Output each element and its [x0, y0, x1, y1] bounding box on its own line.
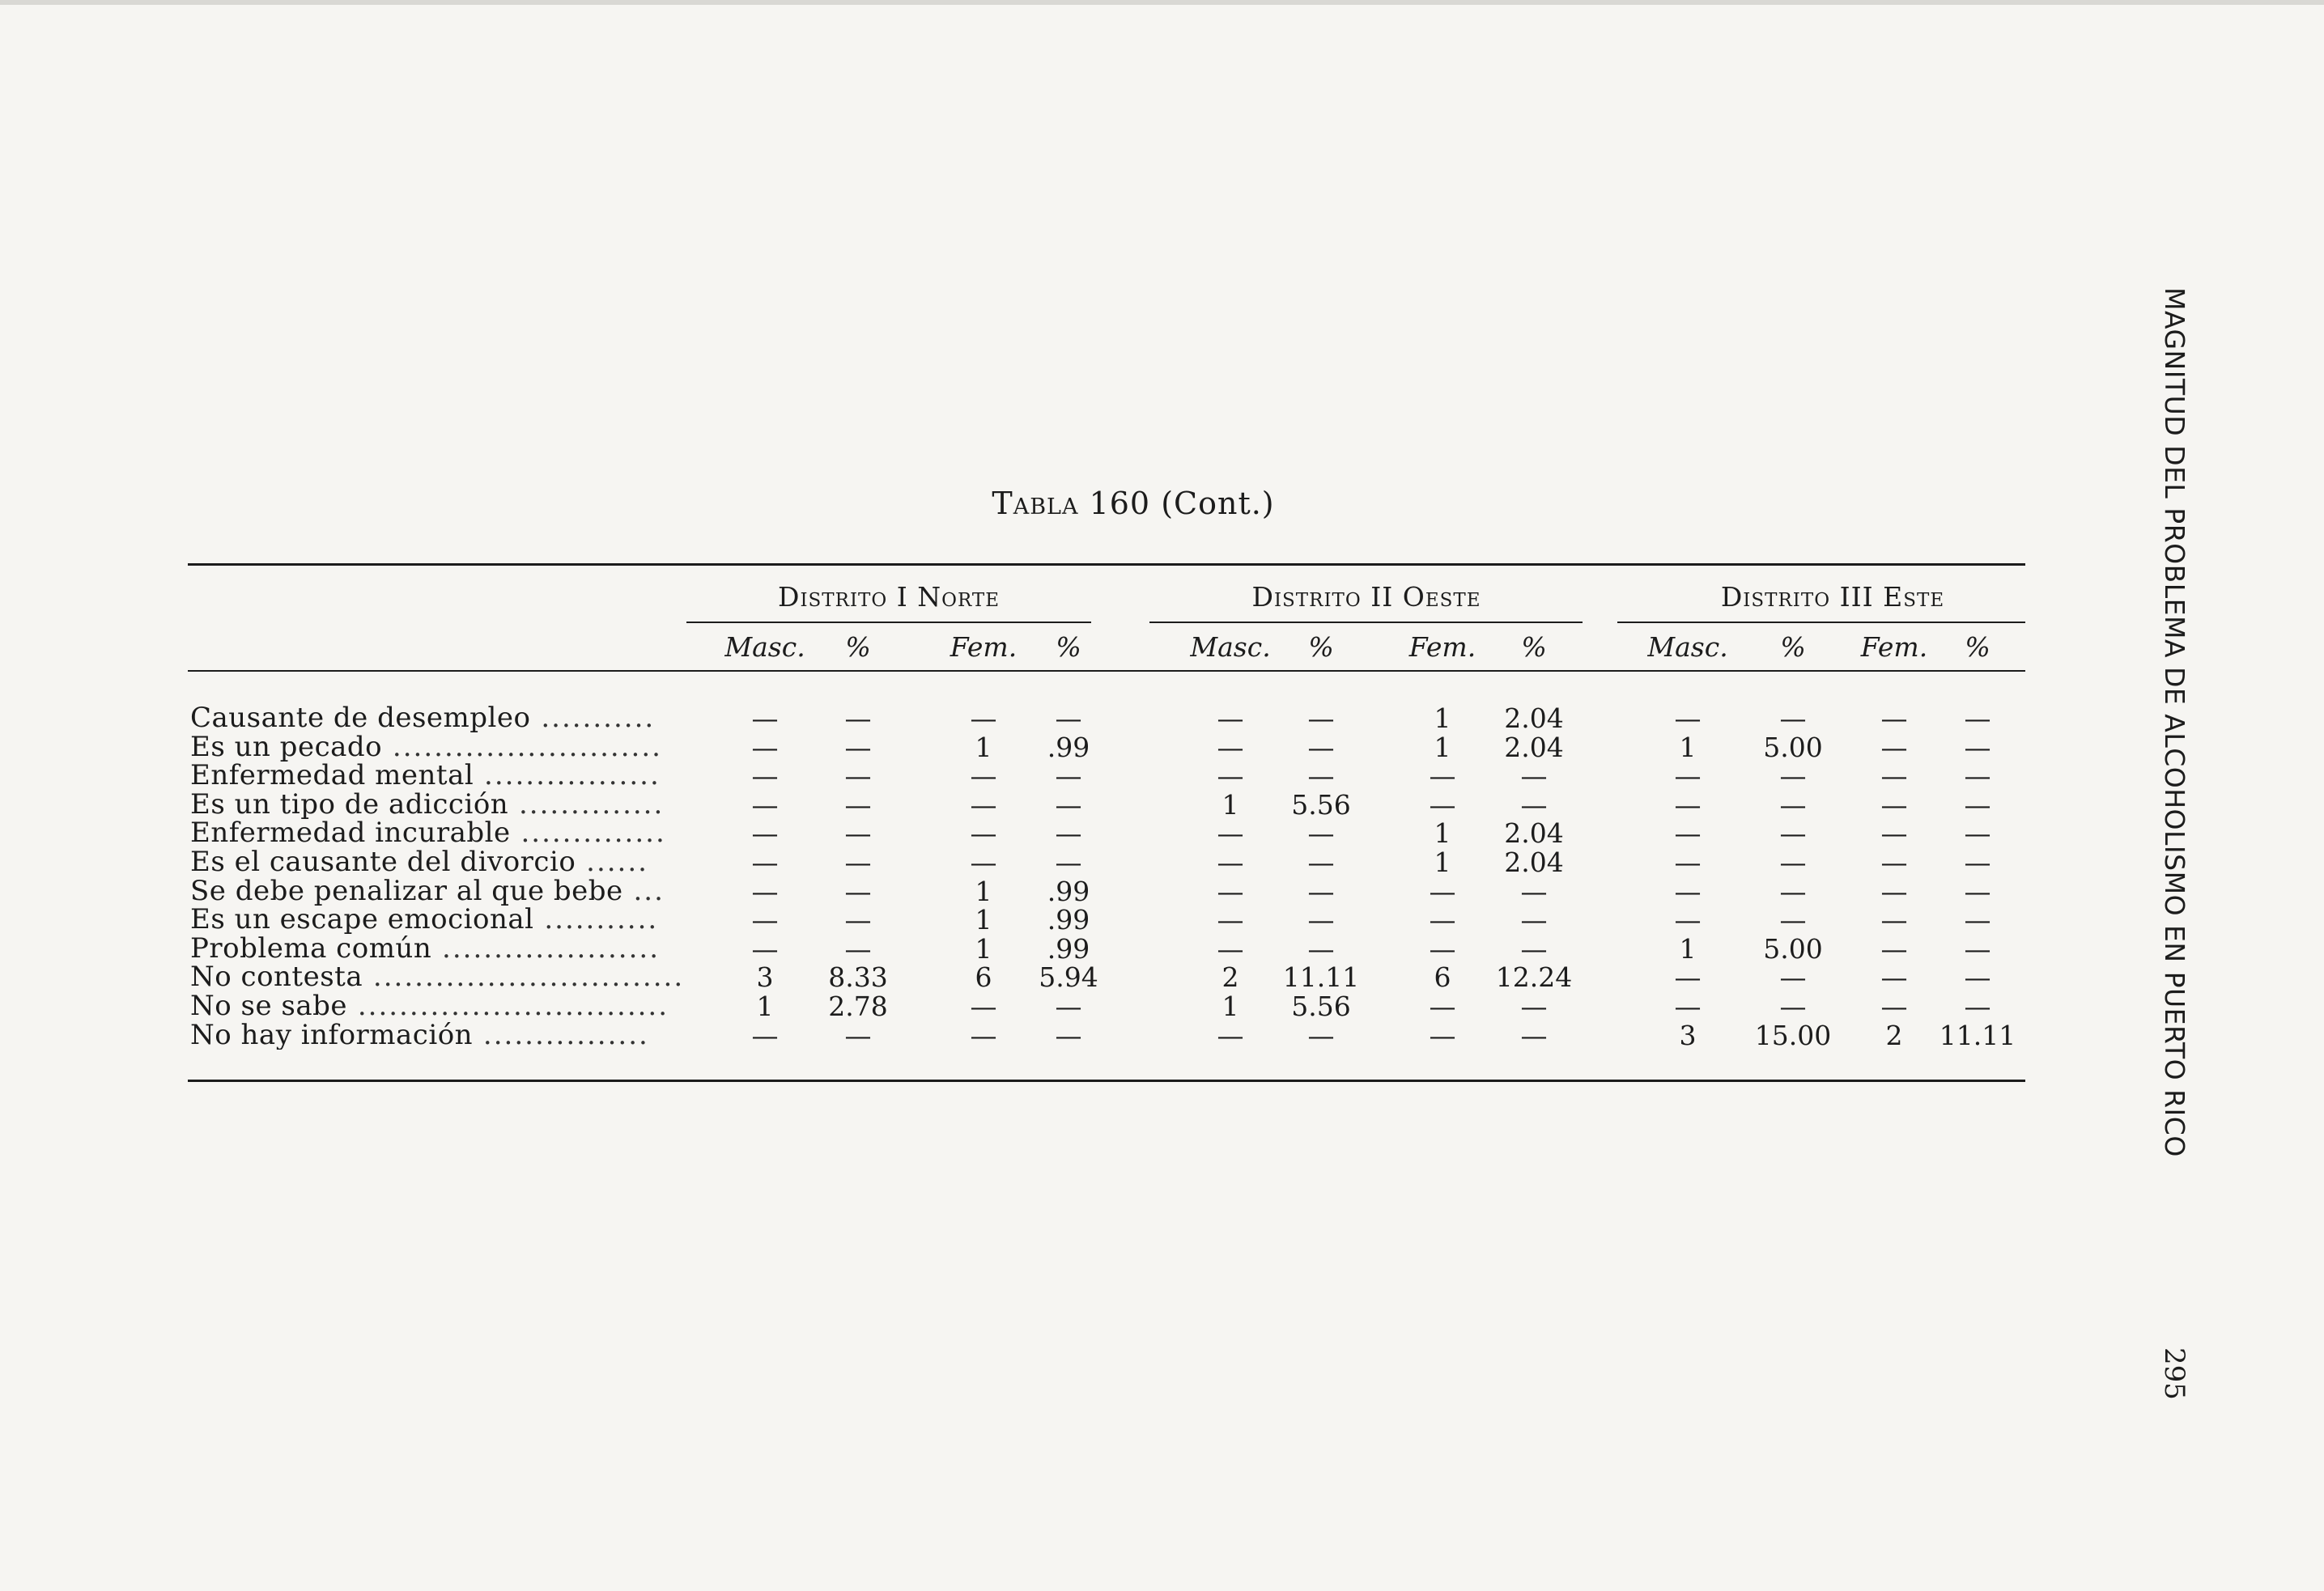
table-cell: 15.00: [1754, 1019, 1832, 1051]
table-cell: —: [844, 817, 872, 850]
row-label: [190, 704, 684, 732]
table-cell: 1: [1679, 731, 1697, 763]
table-cell: —: [844, 1019, 872, 1051]
table-cell: —: [1307, 731, 1335, 763]
table-cell: —: [1674, 702, 1702, 734]
table-top-rule: [188, 563, 2025, 566]
table-cell: —: [970, 788, 997, 821]
table-cell: —: [1674, 904, 1702, 936]
table-cell: —: [1055, 702, 1082, 734]
row-label: [190, 848, 684, 876]
page-top-edge: [0, 0, 2324, 5]
table-cell: —: [844, 788, 872, 821]
table-cell: —: [1520, 991, 1548, 1022]
table-cell: —: [1520, 788, 1548, 821]
row-label: [190, 762, 684, 790]
table-cell: —: [1217, 760, 1244, 792]
row-leader-dots: ...: [622, 876, 665, 906]
table-cell: —: [751, 904, 779, 936]
table-cell: —: [1429, 904, 1456, 936]
row-label: [190, 791, 684, 819]
table-row: [0, 932, 2324, 965]
table-cell: —: [1964, 731, 1991, 763]
table-cell: —: [1779, 760, 1807, 792]
row-label: [190, 819, 684, 847]
table-cell: —: [1964, 875, 1991, 907]
table-cell: .99: [1047, 731, 1090, 763]
table-cell: —: [1779, 702, 1807, 734]
table-cell: —: [1055, 1019, 1082, 1051]
table-cell: 2.04: [1504, 846, 1564, 878]
row-leader-dots: .....................: [431, 934, 661, 963]
table-cell: —: [1674, 991, 1702, 1022]
table-cell: —: [1674, 817, 1702, 850]
row-label-text: Es un escape emocional: [190, 906, 534, 935]
column-header-7: Fem.: [1408, 631, 1476, 663]
table-cell: —: [1307, 760, 1335, 792]
table-cell: —: [1880, 991, 1908, 1022]
table-cell: —: [751, 846, 779, 878]
table-cell: —: [1880, 932, 1908, 965]
row-leader-dots: ..............: [510, 819, 666, 848]
table-cell: —: [1964, 961, 1991, 994]
table-cell: —: [1779, 788, 1807, 821]
table-cell: —: [1217, 904, 1244, 936]
table-cell: 1: [1434, 731, 1451, 763]
row-label: [190, 877, 684, 906]
row-label-text: Enfermedad incurable: [190, 819, 511, 848]
table-cell: —: [970, 702, 997, 734]
table-cell: —: [1429, 760, 1456, 792]
table-cell: —: [844, 731, 872, 763]
table-title-number: 160 (Cont.): [1089, 486, 1275, 521]
table-cell: 2: [1221, 961, 1239, 994]
row-label: [190, 906, 684, 934]
table-cell: —: [1674, 788, 1702, 821]
table-cell: —: [1779, 817, 1807, 850]
column-header-12: %: [1965, 631, 1990, 663]
table-cell: —: [751, 731, 779, 763]
table-cell: —: [970, 817, 997, 850]
table-cell: —: [1880, 961, 1908, 994]
row-label-text: Es un tipo de adicción: [190, 790, 509, 819]
table-cell: 5.00: [1763, 731, 1823, 763]
table-cell: —: [1429, 1019, 1456, 1051]
table-cell: —: [1307, 904, 1335, 936]
table-cell: —: [1055, 788, 1082, 821]
table-cell: —: [1779, 904, 1807, 936]
district-rule-1: [686, 622, 1091, 623]
column-header-4: %: [1056, 631, 1081, 663]
table-cell: —: [751, 875, 779, 907]
table-cell: —: [1217, 932, 1244, 965]
table-cell: 1: [975, 932, 992, 965]
table-cell: 2: [1885, 1019, 1903, 1051]
table-cell: 2.04: [1504, 702, 1564, 734]
table-cell: —: [1307, 846, 1335, 878]
table-cell: —: [1779, 875, 1807, 907]
running-head: MAGNITUD DEL PROBLEMA DE ALCOHOLISMO EN PUERTO RICO: [2159, 287, 2190, 1157]
column-header-11: Fem.: [1860, 631, 1928, 663]
table-cell: —: [751, 702, 779, 734]
table-cell: —: [1779, 846, 1807, 878]
district-header-2: Distrito II Oeste: [1251, 581, 1481, 613]
table-cell: —: [1520, 904, 1548, 936]
table-row: [0, 906, 2324, 934]
table-cell: .99: [1047, 932, 1090, 965]
table-cell: —: [1429, 788, 1456, 821]
table-cell: —: [1779, 991, 1807, 1022]
table-cell: —: [1964, 846, 1991, 878]
table-cell: 2.04: [1504, 731, 1564, 763]
district-header-3: Distrito III Este: [1720, 581, 1945, 613]
district-header-1: Distrito I Norte: [777, 581, 1001, 613]
table-cell: —: [1964, 991, 1991, 1022]
table-cell: .99: [1047, 875, 1090, 907]
table-cell: 1: [975, 731, 992, 763]
table-cell: —: [1429, 991, 1456, 1022]
table-cell: —: [1964, 788, 1991, 821]
table-cell: —: [1217, 731, 1244, 763]
table-cell: —: [1217, 817, 1244, 850]
table-cell: 5.94: [1039, 961, 1098, 994]
table-cell: —: [1429, 875, 1456, 907]
table-cell: 1: [1221, 991, 1239, 1022]
table-bottom-rule: [188, 1080, 2025, 1082]
row-leader-dots: ..............: [508, 790, 665, 819]
table-cell: 1: [1679, 932, 1697, 965]
table-cell: —: [751, 760, 779, 792]
row-label-text: Es un pecado: [190, 732, 383, 762]
row-label-text: Enfermedad mental: [190, 762, 474, 791]
table-cell: —: [1674, 760, 1702, 792]
table-row: [0, 961, 2324, 994]
table-title-prefix: Tabla: [992, 486, 1079, 521]
table-cell: —: [1217, 846, 1244, 878]
table-cell: 11.11: [1282, 961, 1360, 994]
table-cell: —: [970, 1019, 997, 1051]
row-label: [190, 992, 684, 1020]
table-cell: 5.00: [1763, 932, 1823, 965]
row-label: [190, 733, 684, 762]
table-row: [0, 788, 2324, 821]
page-number: 295: [2158, 1347, 2190, 1400]
table-cell: .99: [1047, 904, 1090, 936]
table-cell: —: [970, 846, 997, 878]
table-cell: 1: [1221, 788, 1239, 821]
table-cell: —: [1880, 788, 1908, 821]
table-row: [0, 1021, 2324, 1050]
table-title: [809, 486, 1457, 521]
row-leader-dots: .................: [474, 762, 661, 791]
table-cell: —: [751, 932, 779, 965]
table-cell: —: [1964, 817, 1991, 850]
table-cell: —: [1307, 817, 1335, 850]
row-leader-dots: ................: [473, 1020, 649, 1050]
table-cell: 11.11: [1939, 1019, 2016, 1051]
row-label-text: Es el causante del divorcio: [190, 848, 576, 876]
table-cell: —: [844, 904, 872, 936]
column-header-8: %: [1521, 631, 1547, 663]
table-cell: —: [1964, 760, 1991, 792]
row-label-text: Problema común: [190, 934, 432, 963]
table-cell: 5.56: [1291, 788, 1351, 821]
table-cell: —: [844, 932, 872, 965]
table-cell: —: [751, 817, 779, 850]
table-cell: —: [1055, 817, 1082, 850]
table-cell: —: [1055, 846, 1082, 878]
table-cell: —: [1520, 760, 1548, 792]
table-row: [0, 992, 2324, 1020]
table-cell: 2.04: [1504, 817, 1564, 850]
table-cell: —: [1217, 1019, 1244, 1051]
table-cell: 1: [1434, 817, 1451, 850]
table-cell: 6: [1434, 961, 1451, 994]
table-cell: —: [1880, 875, 1908, 907]
row-label: [190, 1021, 684, 1050]
table-cell: —: [751, 788, 779, 821]
table-cell: —: [844, 702, 872, 734]
table-cell: —: [1880, 817, 1908, 850]
table-cell: 1: [1434, 846, 1451, 878]
table-cell: —: [1880, 846, 1908, 878]
table-cell: —: [1674, 846, 1702, 878]
row-label-text: No se sabe: [190, 992, 348, 1020]
table-cell: —: [844, 875, 872, 907]
table-cell: —: [1055, 991, 1082, 1022]
row-leader-dots: ...........: [530, 704, 656, 732]
table-cell: 5.56: [1291, 991, 1351, 1022]
table-cell: —: [1880, 702, 1908, 734]
table-cell: —: [844, 846, 872, 878]
table-cell: —: [1880, 760, 1908, 792]
table-cell: —: [970, 991, 997, 1022]
table-cell: —: [1307, 1019, 1335, 1051]
row-label: [190, 963, 684, 991]
table-cell: 1: [975, 875, 992, 907]
row-label-text: No hay información: [190, 1020, 474, 1050]
table-cell: —: [1674, 961, 1702, 994]
table-cell: —: [1307, 702, 1335, 734]
row-leader-dots: ...........: [533, 906, 659, 935]
table-cell: —: [1674, 875, 1702, 907]
table-row: [0, 704, 2324, 732]
table-cell: —: [1964, 904, 1991, 936]
table-cell: —: [1520, 932, 1548, 965]
table-row: [0, 733, 2324, 762]
row-label: [190, 935, 684, 963]
table-cell: —: [970, 760, 997, 792]
table-row: [0, 877, 2324, 906]
district-rule-3: [1617, 622, 2025, 623]
column-header-9: Masc.: [1647, 631, 1728, 663]
table-cell: 8.33: [828, 961, 888, 994]
row-label-text: Se debe penalizar al que bebe: [190, 876, 623, 906]
table-cell: 2.78: [828, 991, 888, 1022]
table-cell: —: [1217, 875, 1244, 907]
table-cell: —: [1520, 875, 1548, 907]
table-cell: 12.24: [1495, 961, 1573, 994]
table-cell: —: [1520, 1019, 1548, 1051]
column-header-10: %: [1780, 631, 1806, 663]
row-label-text: No contesta: [190, 963, 363, 992]
table-row: [0, 762, 2324, 790]
column-header-3: Fem.: [950, 631, 1018, 663]
row-leader-dots: ..............................: [347, 992, 669, 1020]
table-cell: —: [1964, 932, 1991, 965]
table-cell: —: [751, 1019, 779, 1051]
table-cell: —: [1055, 760, 1082, 792]
header-bottom-rule: [188, 670, 2025, 672]
district-rule-2: [1149, 622, 1583, 623]
table-cell: —: [1880, 904, 1908, 936]
column-header-1: Masc.: [724, 631, 805, 663]
row-leader-dots: ..........................: [382, 732, 662, 762]
table-cell: —: [1429, 932, 1456, 965]
table-cell: —: [1880, 731, 1908, 763]
table-cell: 1: [756, 991, 774, 1022]
table-cell: —: [1217, 702, 1244, 734]
row-leader-dots: ..............................: [363, 963, 684, 992]
table-cell: 1: [975, 904, 992, 936]
table-cell: —: [1964, 702, 1991, 734]
table-cell: 3: [756, 961, 774, 994]
table-cell: 1: [1434, 702, 1451, 734]
table-cell: —: [1307, 875, 1335, 907]
table-cell: —: [1779, 961, 1807, 994]
column-header-2: %: [845, 631, 871, 663]
column-header-6: %: [1308, 631, 1334, 663]
table-row: [0, 817, 2324, 850]
table-cell: —: [844, 760, 872, 792]
column-header-5: Masc.: [1190, 631, 1271, 663]
table-row: [0, 848, 2324, 876]
table-cell: —: [1307, 932, 1335, 965]
table-cell: 3: [1679, 1019, 1697, 1051]
row-label-text: Causante de desempleo: [190, 704, 531, 732]
table-cell: 6: [975, 961, 992, 994]
row-leader-dots: ......: [576, 848, 648, 876]
